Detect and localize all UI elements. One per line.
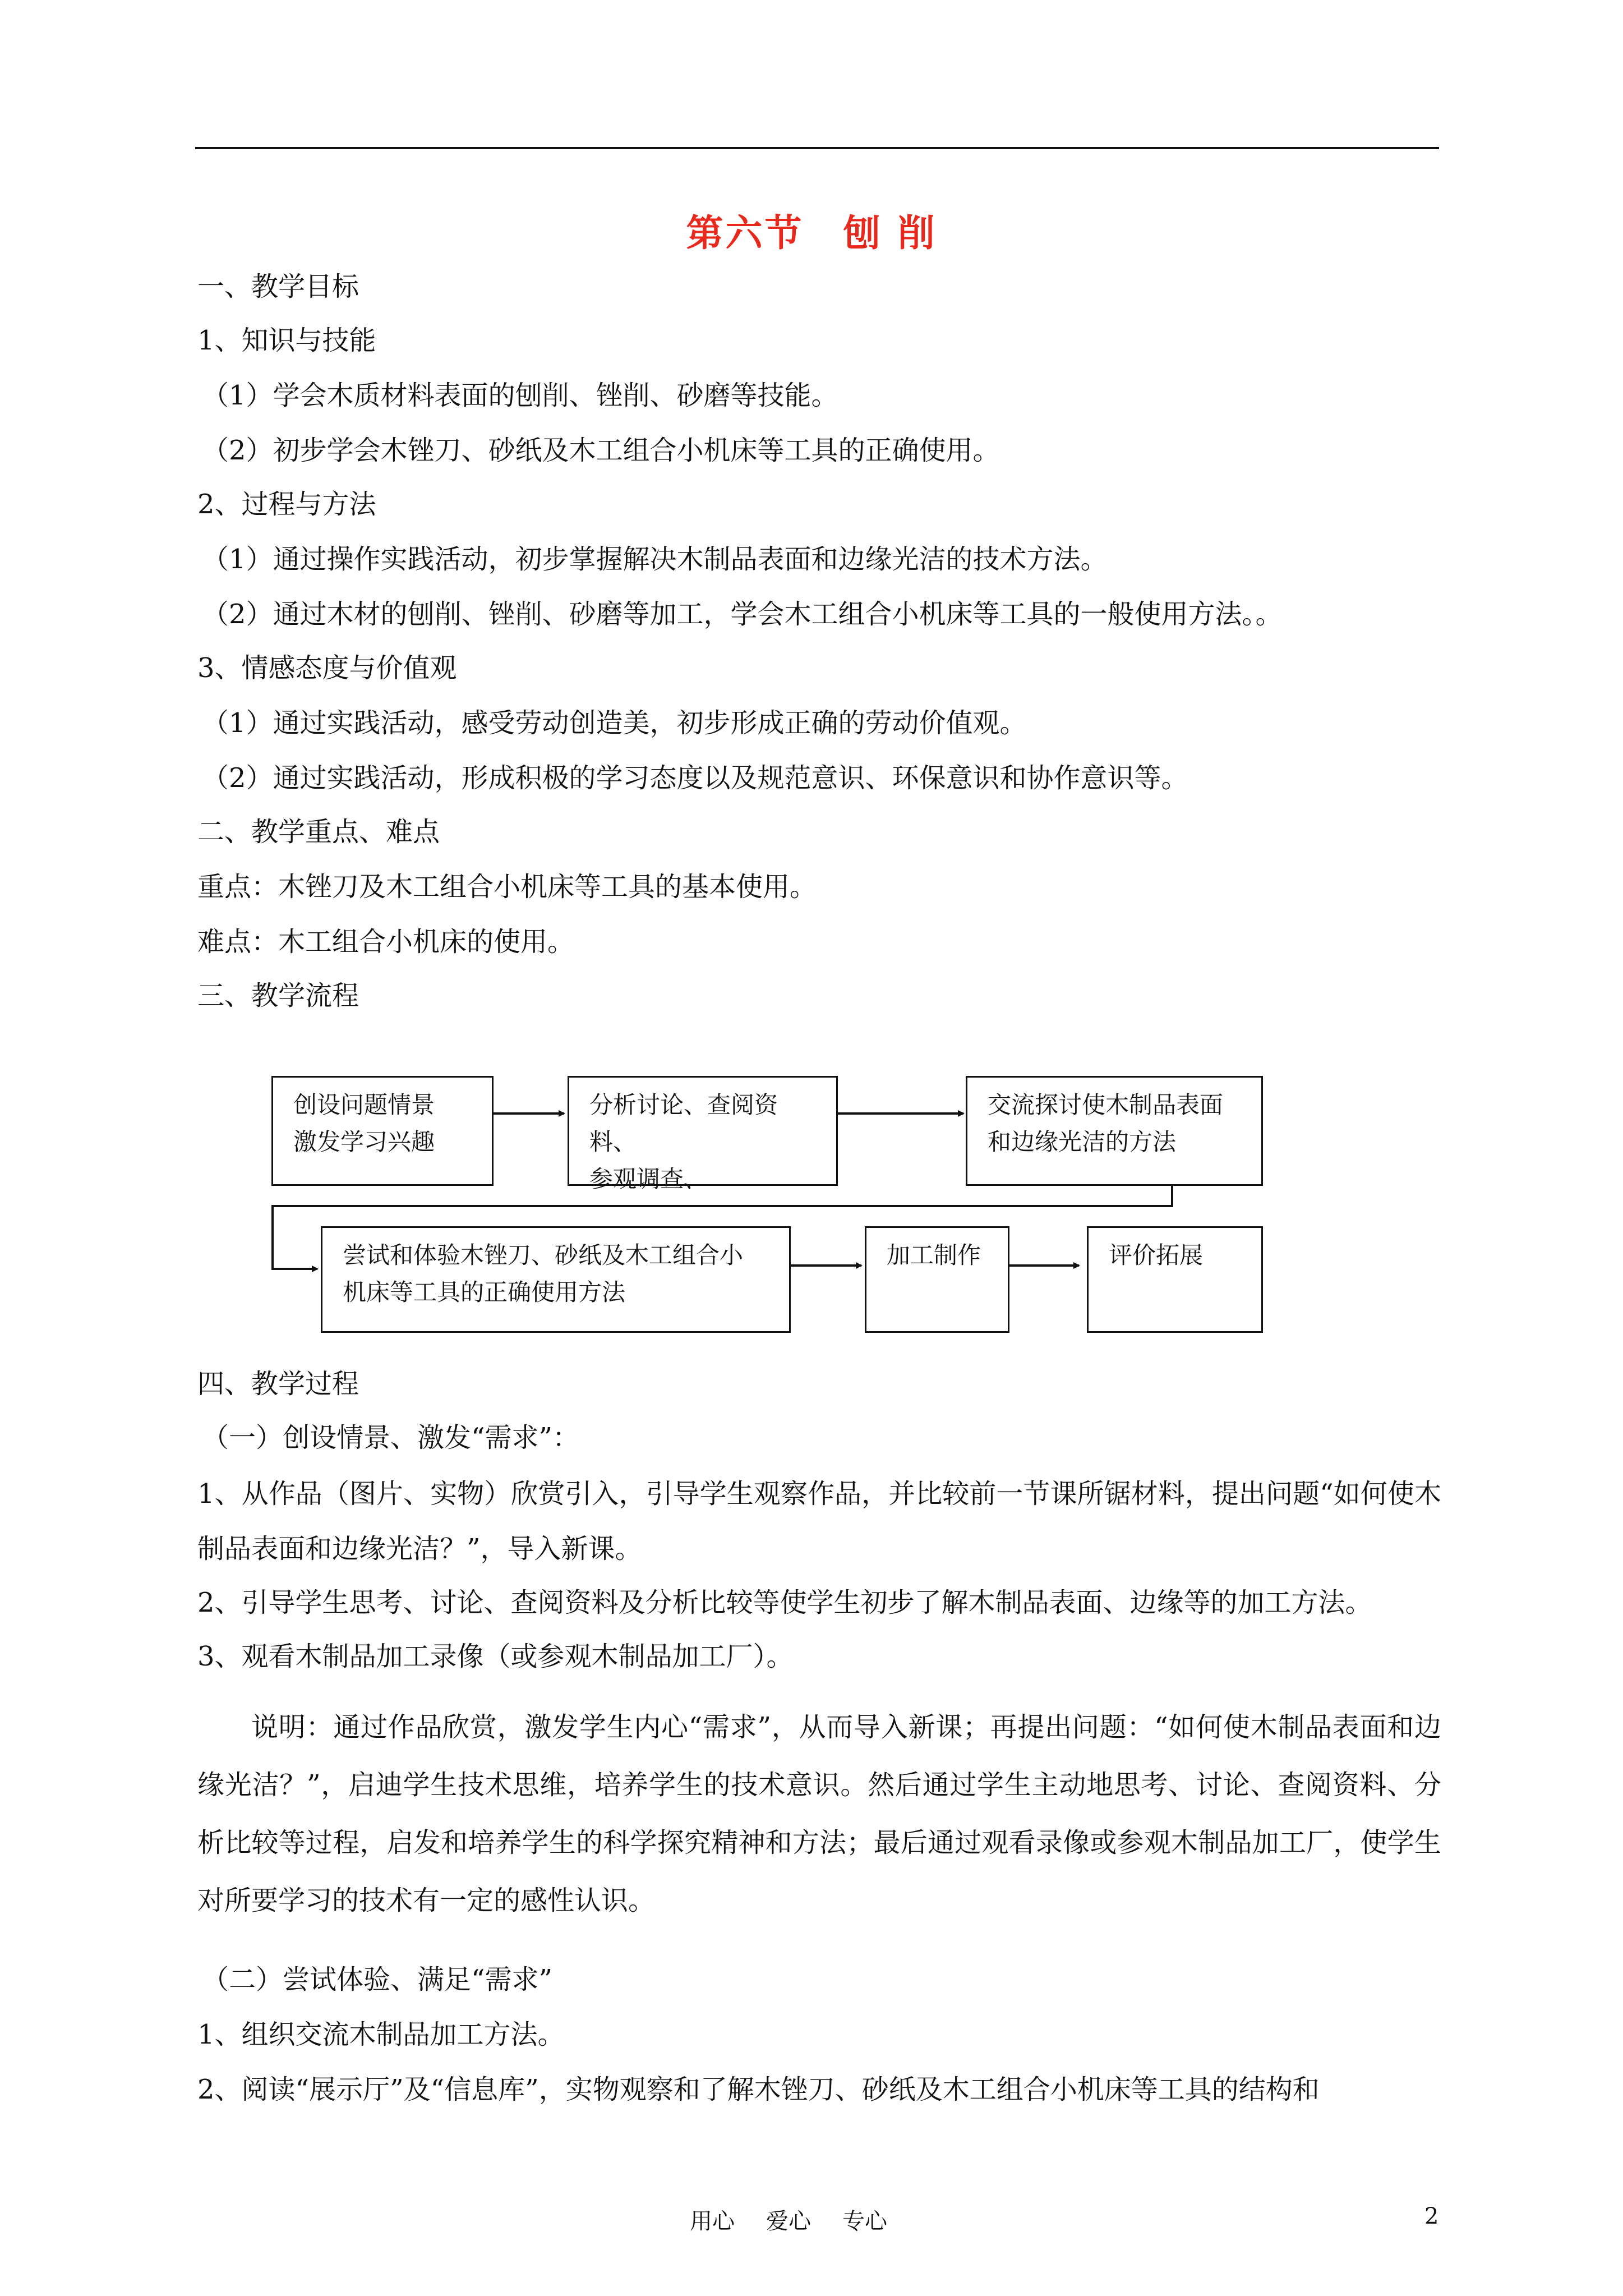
flow-step-6: 评价拓展 — [1087, 1226, 1263, 1333]
subheading-part1: （一）创设情景、激发“需求”： — [202, 1422, 580, 1453]
flow-step-5: 加工制作 — [865, 1226, 1009, 1333]
flow-step-1: 创设问题情景 激发学习兴趣 — [271, 1076, 494, 1186]
paragraph-item2: 2、引导学生思考、讨论、查阅资料及分析比较等使学生初步了解木制品表面、边缘等的加工方法。 — [197, 1587, 1372, 1618]
title-section-number: 第六节 — [686, 211, 804, 255]
section-heading-objectives: 一、教学目标 — [197, 271, 359, 302]
list-item: （1）通过操作实践活动，初步掌握解决木制品表面和边缘光洁的技术方法。 — [202, 544, 1108, 575]
page-number: 2 — [1424, 2203, 1439, 2229]
subheading-process: 2、过程与方法 — [197, 489, 376, 520]
flow-step-2: 分析讨论、查阅资料、 参观调查、 — [568, 1076, 838, 1186]
paragraph-item1: 1、从作品（图片、实物）欣赏引入，引导学生观察作品，并比较前一节课所锯材料，提出问题“如何使木制品表面和边缘光洁？”，导入新课。 — [197, 1478, 1441, 1565]
section-heading-key-points: 二、教学重点、难点 — [197, 816, 440, 848]
subheading-attitude: 3、情感态度与价值观 — [197, 652, 457, 684]
list-item: （2）通过实践活动，形成积极的学习态度以及规范意识、环保意识和协作意识等。 — [202, 762, 1188, 794]
list-item: （1）通过实践活动，感受劳动创造美，初步形成正确的劳动价值观。 — [202, 707, 1027, 739]
section-heading-process: 四、教学过程 — [197, 1368, 359, 1400]
list-item: （2）初步学会木锉刀、砂纸及木工组合小机床等工具的正确使用。 — [202, 435, 1000, 466]
list-item: （1）学会木质材料表面的刨削、锉削、砂磨等技能。 — [202, 380, 838, 411]
explanation-note: 说明：通过作品欣赏，激发学生内心“需求”，从而导入新课；再提出问题：“如何使木制品表面和边缘光洁？”，启迪学生技术思维，培养学生的技术意识。然后通过学生主动地思考、讨论、查阅资料、分析比较等过程，启发和培养学生的科学探究精神和方法；最后通过观看录像或参观木制品加工厂，使学生对所要学习的技术有一定的感性认识。 — [197, 1711, 1441, 1916]
paragraph-item: 2、阅读“展示厅”及“信息库”，实物观察和了解木锉刀、砂纸及木工组合小机床等工具的结构和 — [197, 2074, 1320, 2105]
subheading-knowledge: 1、知识与技能 — [197, 325, 376, 356]
footer-motto: 用心 爱心 专心 — [690, 2208, 887, 2234]
paragraph-item3: 3、观看木制品加工录像（或参观木制品加工厂）。 — [197, 1641, 794, 1672]
flow-step-4: 尝试和体验木锉刀、砂纸及木工组合小 机床等工具的正确使用方法 — [321, 1226, 791, 1333]
subheading-part2: （二）尝试体验、满足“需求” — [202, 1964, 553, 1995]
title-topic: 刨 削 — [843, 211, 937, 255]
key-point-difficulty: 难点：木工组合小机床的使用。 — [197, 926, 575, 958]
section-heading-flow: 三、教学流程 — [197, 980, 359, 1011]
key-point-focus: 重点：木锉刀及木工组合小机床等工具的基本使用。 — [197, 871, 817, 903]
flow-step-3: 交流探讨使木制品表面 和边缘光洁的方法 — [966, 1076, 1263, 1186]
paragraph-item: 1、组织交流木制品加工方法。 — [197, 2019, 565, 2050]
list-item: （2）通过木材的刨削、锉削、砂磨等加工，学会木工组合小机床等工具的一般使用方法。。 — [202, 599, 1283, 630]
